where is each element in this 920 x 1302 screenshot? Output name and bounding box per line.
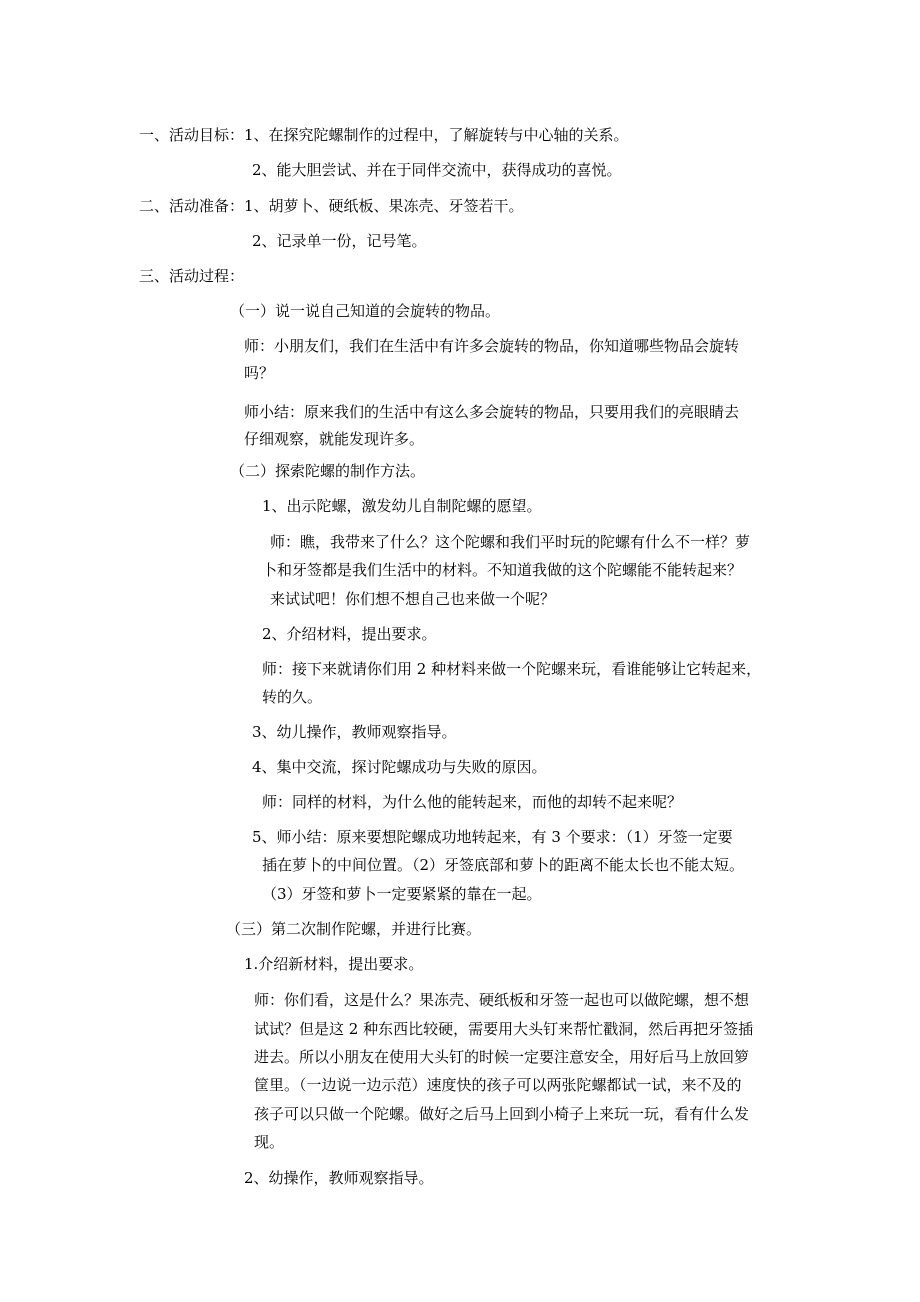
text-line-33: 2、幼操作，教师观察指导。 [244,1169,434,1187]
text-line-19: 3、幼儿操作，教师观察指导。 [252,723,457,741]
text-line-13: 师：瞧，我带来了什么？这个陀螺和我们平时玩的陀螺有什么不一样？萝 [270,533,751,551]
text-line-12: 1、出示陀螺，激发幼儿自制陀螺的愿望。 [262,497,542,515]
text-line-26: 1.介绍新材料，提出要求。 [244,955,424,973]
text-line-14: 卜和牙签都是我们生活中的材料。不知道我做的这个陀螺能不能转起来？ [262,561,743,579]
text-line-1: 一、活动目标：1、在探究陀螺制作的过程中，了解旋转与中心轴的关系。 [139,126,629,144]
section-heading-2: （二）探索陀螺的制作方法。 [230,462,426,480]
text-line-21: 师：同样的材料，为什么他的能转起来，而他的却转不起来呢？ [262,793,683,811]
text-line-17: 师：接下来就请你们用 2 种材料来做一个陀螺来玩，看谁能够让它转起来， [262,660,762,678]
text-line-8: 吗？ [244,364,275,382]
text-line-5: 三、活动过程： [139,267,245,285]
text-line-30: 筐里。（一边说一边示范）速度快的孩子可以两张陀螺都试一试，来不及的 [254,1076,742,1094]
text-line-4: 2、记录单一份，记号笔。 [252,232,427,250]
text-line-32: 现。 [254,1133,285,1151]
text-line-15: 来试试吧！你们想不想自己也来做一个呢？ [270,590,556,608]
text-line-7: 师：小朋友们，我们在生活中有许多会旋转的物品，你知道哪些物品会旋转 [244,337,740,355]
text-line-28: 试试？但是这 2 种东西比较硬，需要用大头钉来帮忙戳洞，然后再把牙签插 [254,1020,754,1038]
text-line-10: 仔细观察，就能发现许多。 [244,430,425,448]
text-line-2: 2、能大胆尝试、并在于同伴交流中，获得成功的喜悦。 [252,161,622,179]
section-heading-3: （三）第二次制作陀螺，并进行比赛。 [226,920,482,938]
section-heading-1: （一）说一说自己知道的会旋转的物品。 [230,302,501,320]
text-line-18: 转的久。 [262,688,323,706]
text-line-31: 孩子可以只做一个陀螺。做好之后马上回到小椅子上来玩一玩，看有什么发 [254,1105,750,1123]
text-line-23: 插在萝卜的中间位置。（2）牙签底部和萝卜的距离不能太长也不能太短。 [262,856,745,874]
text-line-27: 师：你们看，这是什么？果冻壳、硬纸板和牙签一起也可以做陀螺，想不想 [254,991,750,1009]
text-line-22: 5、师小结：原来要想陀螺成功地转起来，有 3 个要求：（1）牙签一定要 [252,828,733,846]
text-line-9: 师小结：原来我们的生活中有这么多会旋转的物品，只要用我们的亮眼睛去 [244,403,740,421]
text-line-20: 4、集中交流，探讨陀螺成功与失败的原因。 [252,758,547,776]
text-line-29: 进去。所以小朋友在使用大头钉的时候一定要注意安全，用好后马上放回箩 [254,1048,750,1066]
text-line-16: 2、介绍材料，提出要求。 [262,625,437,643]
text-line-24: （3）牙签和萝卜一定要紧紧的靠在一起。 [262,885,542,903]
text-line-3: 二、活动准备：1、胡萝卜、硬纸板、果冻壳、牙签若干。 [139,197,524,215]
